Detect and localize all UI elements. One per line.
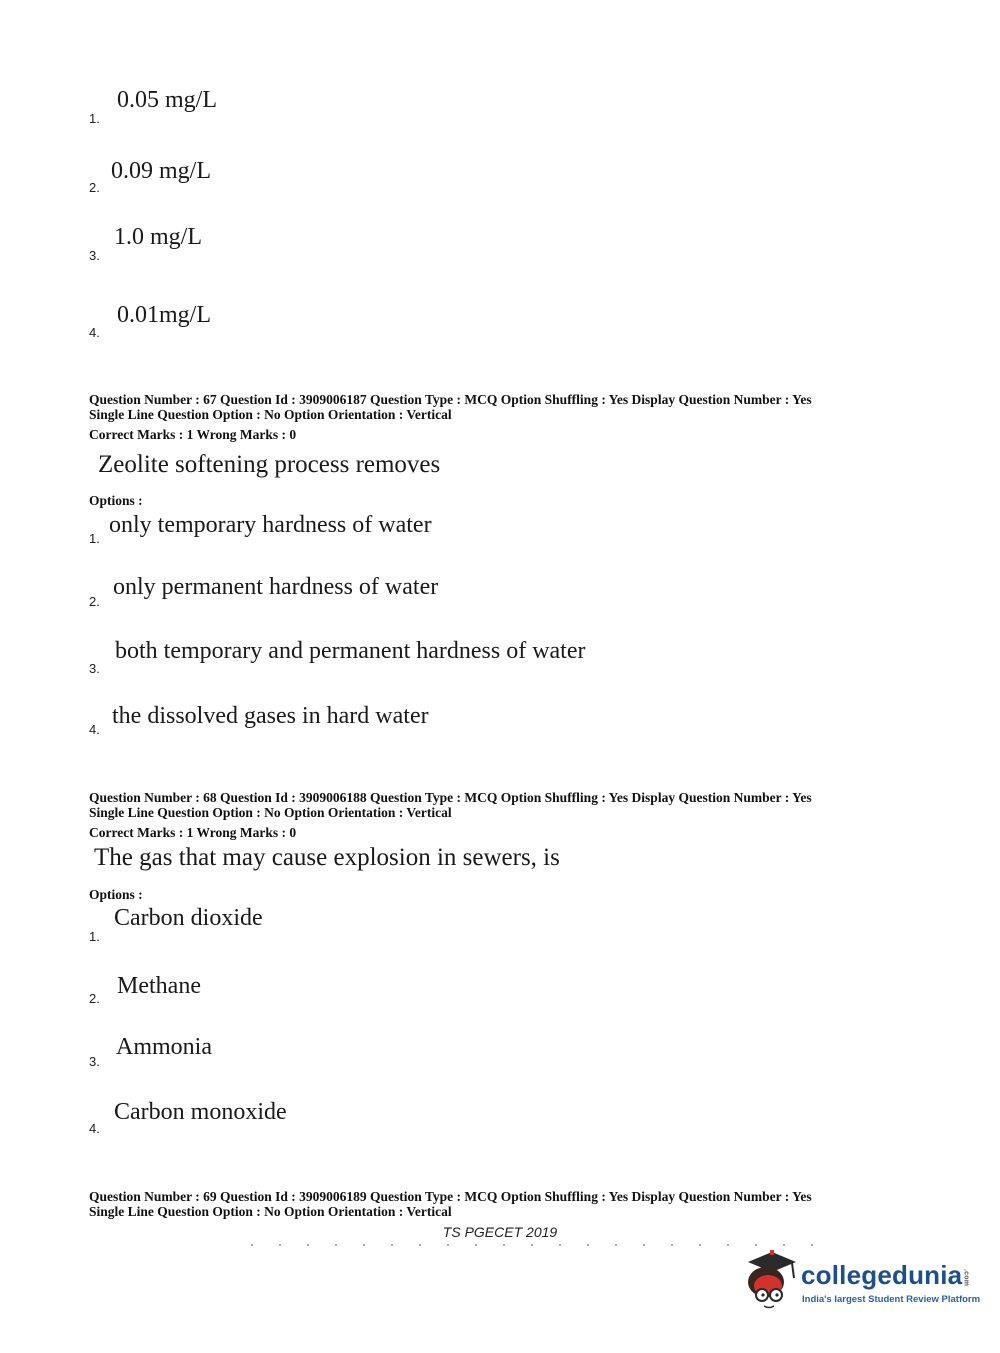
footer-dotted-divider: [238, 1243, 818, 1247]
option-number: 2.: [89, 991, 100, 1006]
option-number: 3.: [89, 1054, 100, 1069]
question-meta-line: Single Line Question Option : No Option Orientation : Vertical: [89, 805, 452, 820]
option-number: 4.: [89, 722, 100, 737]
question-meta-line: Single Line Question Option : No Option Orientation : Vertical: [89, 1204, 452, 1219]
options-label: Options :: [89, 493, 143, 508]
question-text: The gas that may cause explosion in sewers, is: [94, 844, 560, 871]
option-text: 0.05 mg/L: [117, 87, 217, 113]
question-marks: Correct Marks : 1 Wrong Marks : 0: [89, 427, 297, 442]
option-text: the dissolved gases in hard water: [112, 703, 429, 729]
option-number: 3.: [89, 661, 100, 676]
option-number: 1.: [89, 531, 100, 546]
option-number: 1.: [89, 111, 100, 126]
question-meta-line: Question Number : 69 Question Id : 3909006189 Question Type : MCQ Option Shuffling : Yes Display Question Number : Yes: [89, 1189, 812, 1204]
question-meta-line: Question Number : 67 Question Id : 3909006187 Question Type : MCQ Option Shuffling : Yes Display Question Number : Yes: [89, 392, 812, 407]
question-marks: Correct Marks : 1 Wrong Marks : 0: [89, 825, 297, 840]
question-meta-line: Question Number : 68 Question Id : 3909006188 Question Type : MCQ Option Shuffling : Yes Display Question Number : Yes: [89, 790, 812, 805]
option-text: Carbon dioxide: [114, 905, 263, 931]
option-text: 0.09 mg/L: [111, 158, 211, 184]
option-number: 1.: [89, 929, 100, 944]
option-text: Carbon monoxide: [114, 1099, 287, 1125]
option-text: both temporary and permanent hardness of water: [115, 638, 586, 664]
question-meta-line: Single Line Question Option : No Option Orientation : Vertical: [89, 407, 452, 422]
question-text: Zeolite softening process removes: [98, 451, 441, 478]
option-text: Ammonia: [116, 1034, 212, 1060]
option-number: 3.: [89, 248, 100, 263]
logo-suffix: .com: [962, 1268, 970, 1286]
option-number: 4.: [89, 1121, 100, 1136]
option-number: 2.: [89, 594, 100, 609]
option-text: only permanent hardness of water: [113, 574, 439, 600]
logo-wordmark-text: collegedunia: [801, 1260, 963, 1290]
options-label: Options :: [89, 887, 143, 902]
option-text: 0.01mg/L: [117, 302, 211, 328]
collegedunia-logo: [740, 1248, 981, 1310]
option-text: 1.0 mg/L: [114, 224, 202, 250]
option-number: 2.: [89, 180, 100, 195]
logo-tagline: India's largest Student Review Platform: [802, 1294, 981, 1305]
option-text: only temporary hardness of water: [109, 512, 432, 538]
option-text: Methane: [117, 973, 201, 999]
logo-wordmark: [801, 1260, 969, 1291]
mascot-graduate-icon: [740, 1248, 800, 1310]
footer-exam-title: TS PGECET 2019: [442, 1224, 558, 1240]
option-number: 4.: [89, 325, 100, 340]
